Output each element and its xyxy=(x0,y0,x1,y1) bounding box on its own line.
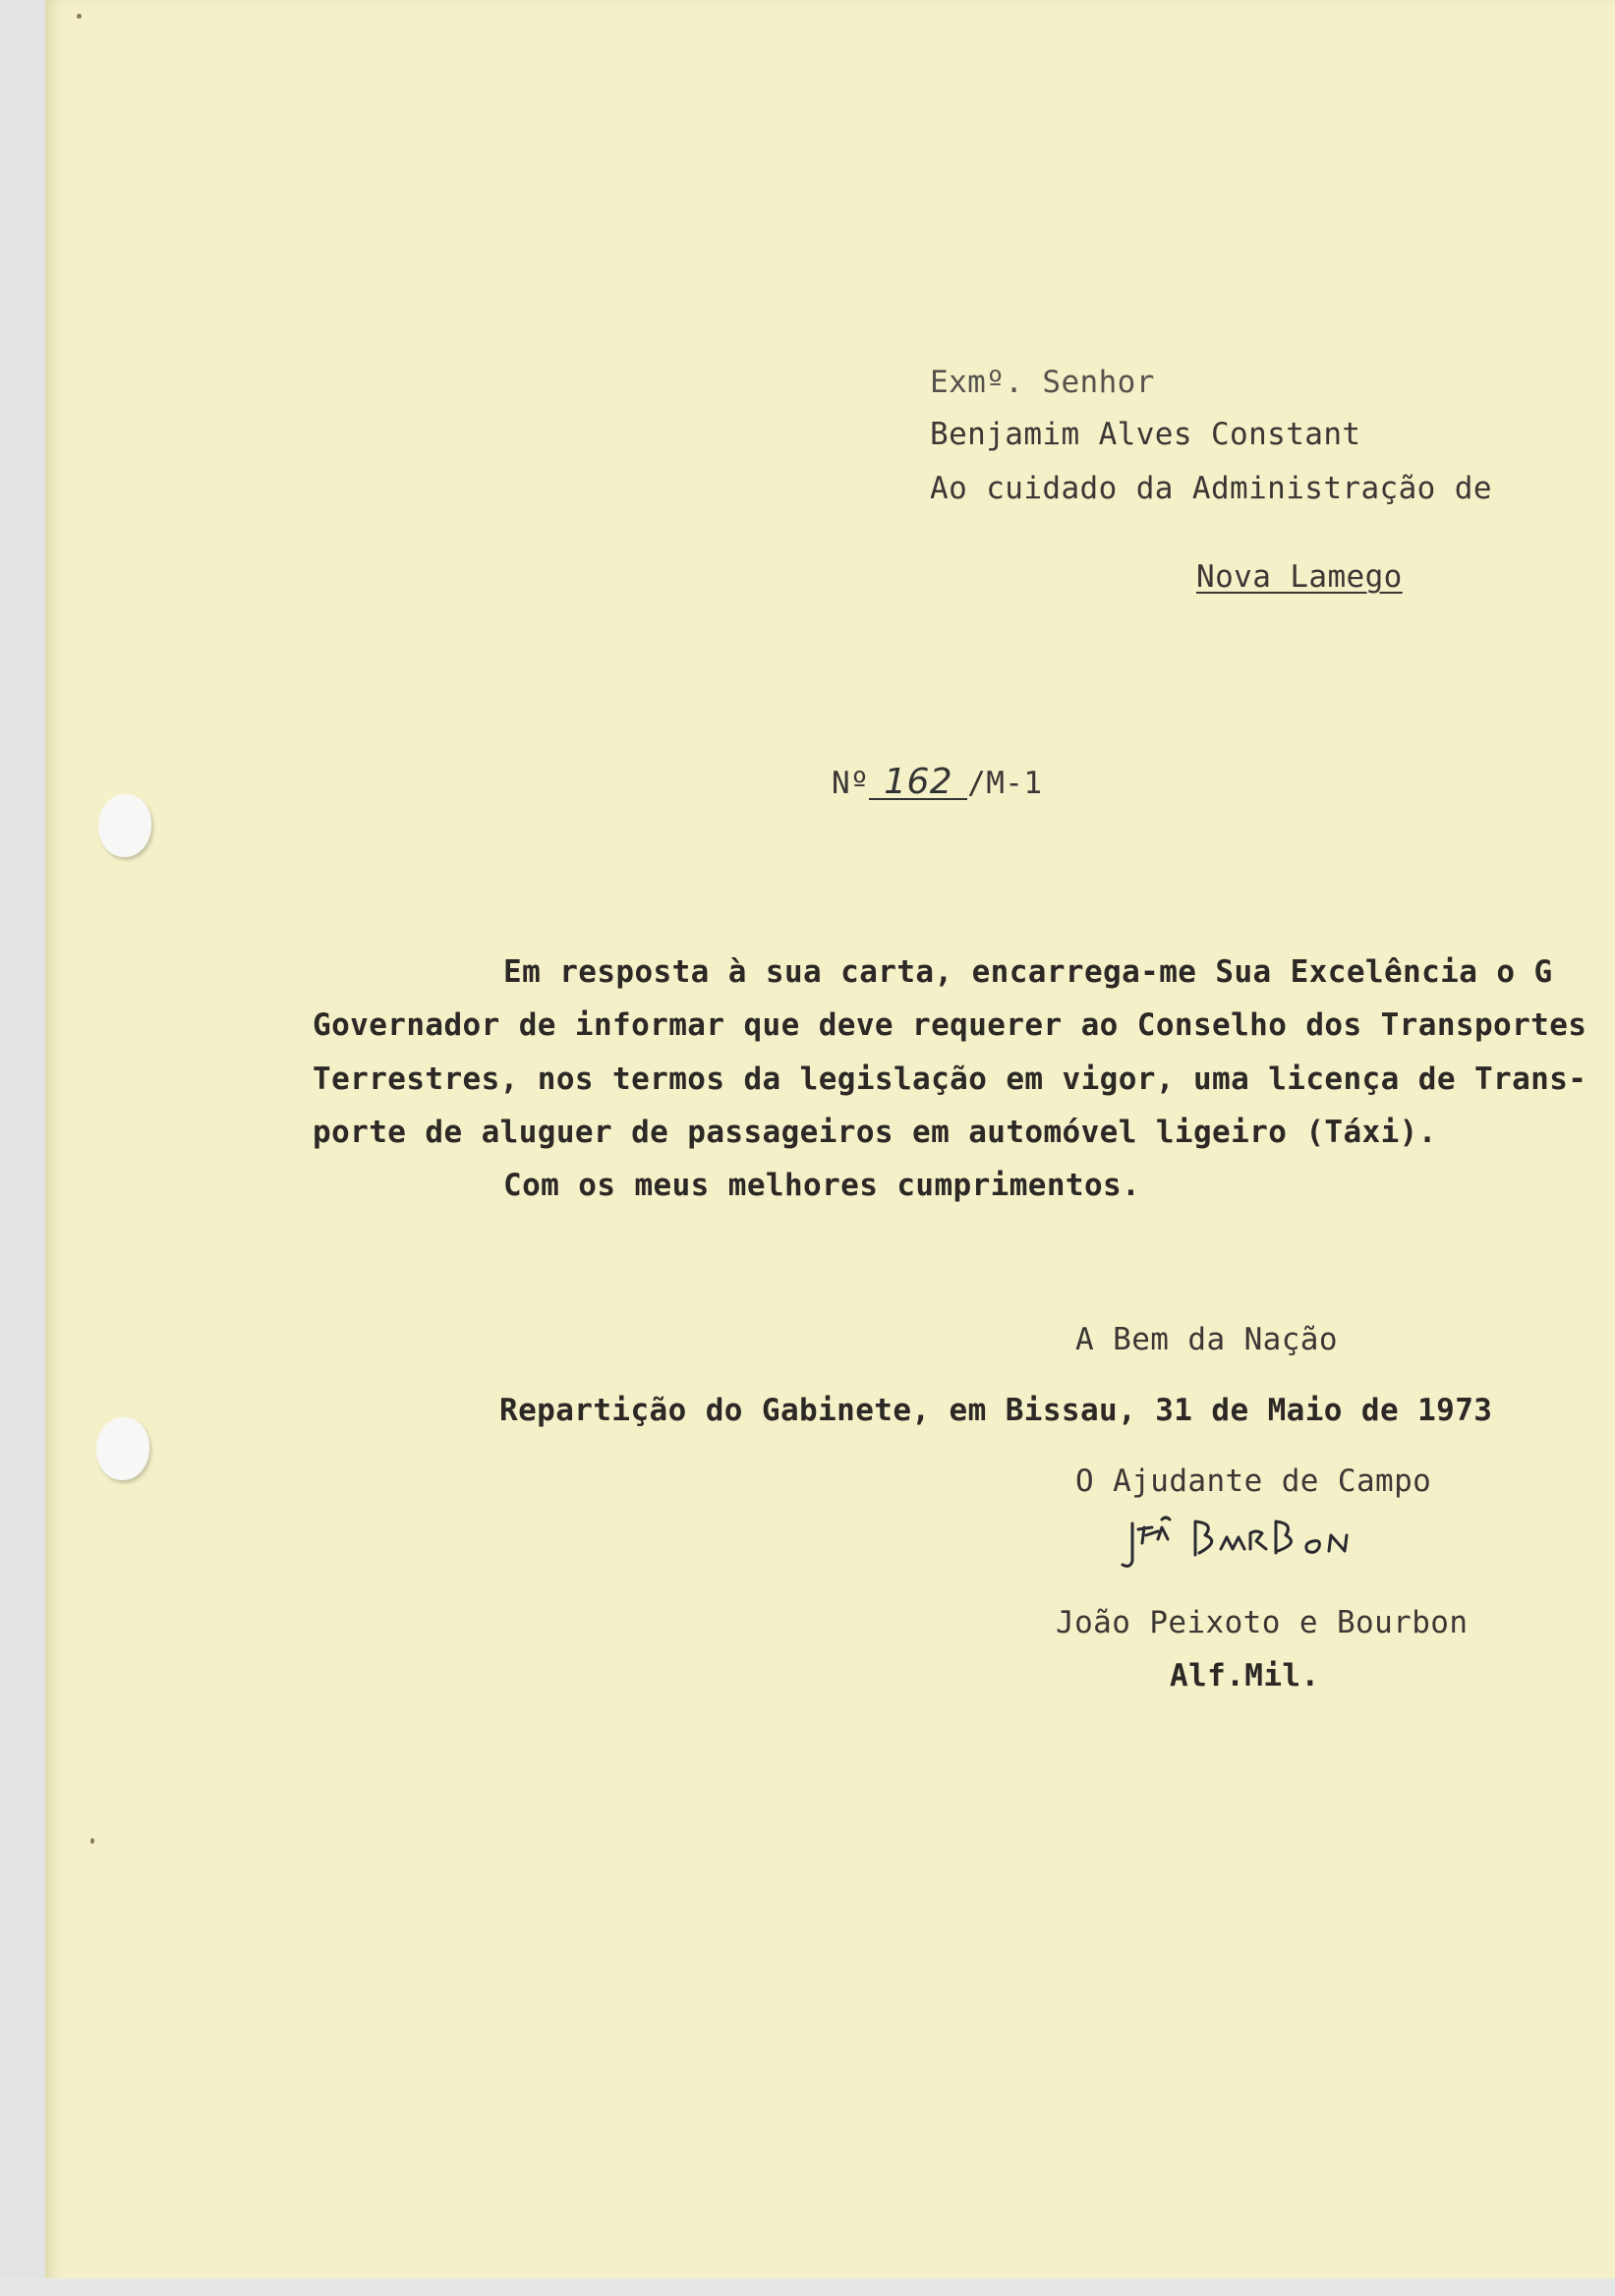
reference-handwritten-number: 162 xyxy=(869,767,967,800)
care-of-line: Ao cuidado da Administração de xyxy=(930,471,1492,506)
destination-place: Nova Lamego xyxy=(1196,559,1403,595)
body-line-4: porte de aluguer de passageiros em automóvel ligeiro (Táxi). xyxy=(313,1115,1437,1150)
place-date: Repartição do Gabinete, em Bissau, 31 de Maio de 1973 xyxy=(499,1393,1493,1428)
addressee-name: Benjamim Alves Constant xyxy=(930,417,1361,452)
reference-number xyxy=(832,762,1043,802)
signer-role: O Ajudante de Campo xyxy=(1075,1464,1432,1499)
handwritten-signature xyxy=(1119,1510,1374,1573)
paper-speck xyxy=(77,14,82,19)
motto: A Bem da Nação xyxy=(1075,1322,1338,1357)
reference-suffix: /M-1 xyxy=(967,766,1043,801)
scan-margin xyxy=(0,2278,1615,2296)
closing-line: Com os meus melhores cumprimentos. xyxy=(503,1168,1141,1203)
punch-hole-bottom xyxy=(96,1417,149,1480)
paper-speck xyxy=(90,1838,94,1844)
body-line-2: Governador de informar que deve requerer ao Conselho dos Transportes xyxy=(313,1007,1587,1043)
body-line-1: Em resposta à sua carta, encarrega-me Sua Excelência o G xyxy=(503,954,1553,990)
signatory-rank: Alf.Mil. xyxy=(1170,1658,1320,1693)
signatory-name: João Peixoto e Bourbon xyxy=(1056,1605,1469,1640)
reference-prefix: Nº xyxy=(832,766,870,801)
punch-hole-top xyxy=(98,794,151,857)
salutation: Exmº. Senhor xyxy=(930,365,1155,400)
body-line-3: Terrestres, nos termos da legislação em vigor, uma licença de Trans- xyxy=(313,1062,1587,1097)
